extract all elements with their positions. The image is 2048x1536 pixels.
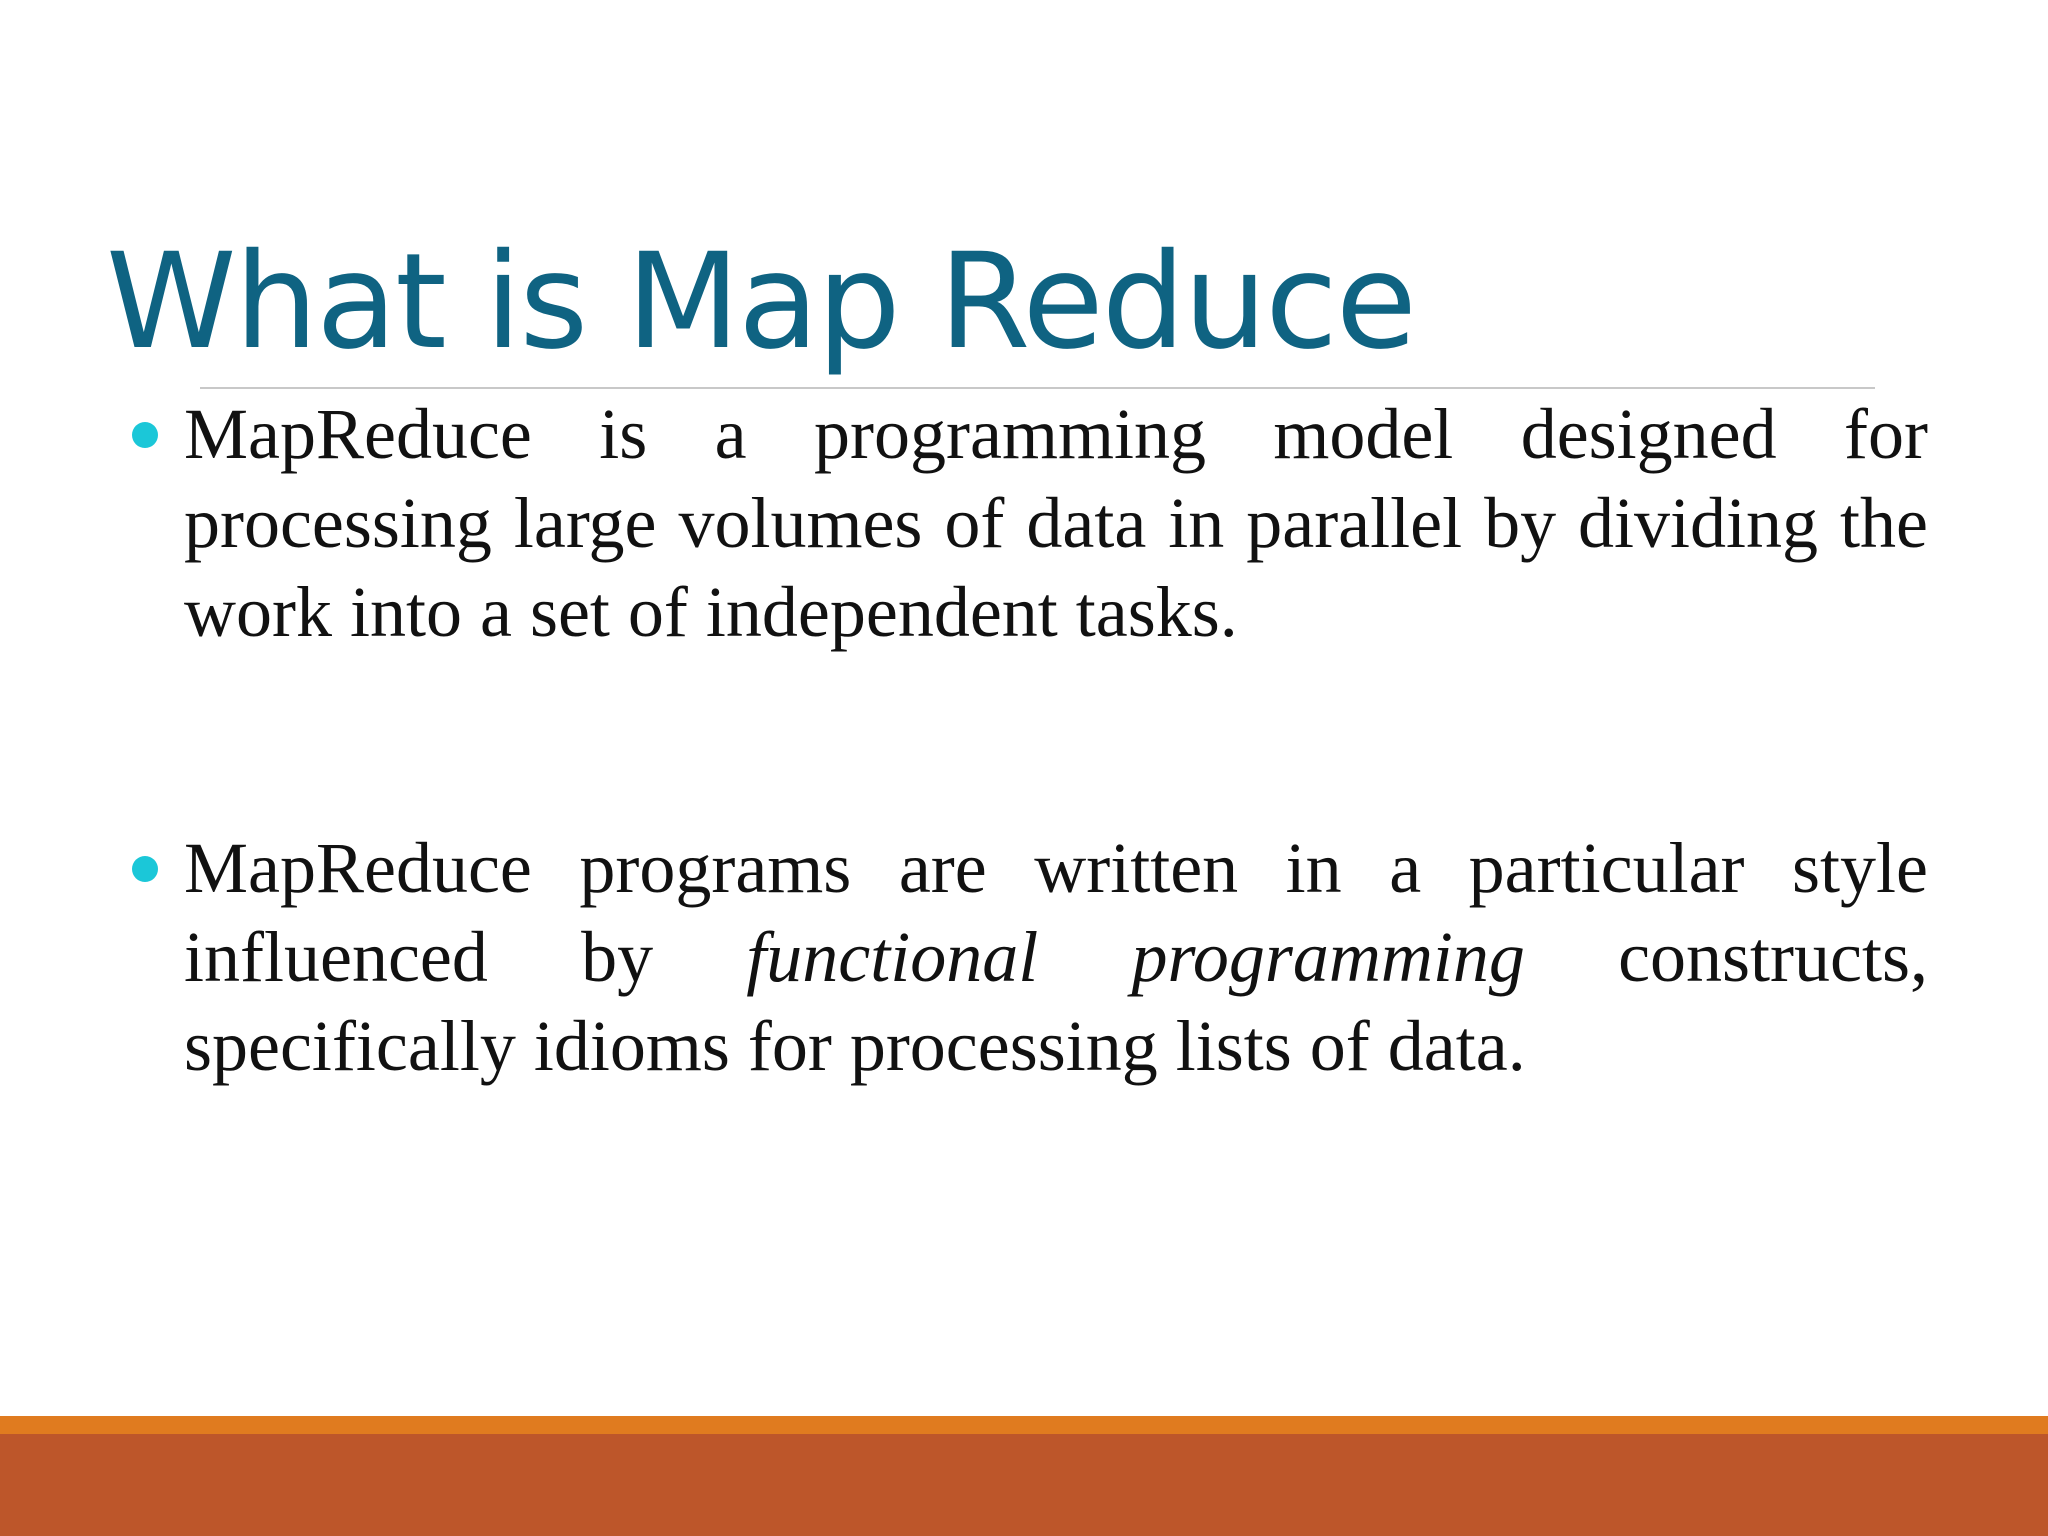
- bullet-text-1: MapReduce is a programming model designed for processing large volumes of data in parallel by dividing the work into a set of independent tasks.: [184, 394, 1928, 652]
- slide-title: What is Map Reduce: [106, 225, 1415, 379]
- footer-accent-stripe: [0, 1416, 2048, 1434]
- title-divider: [200, 387, 1875, 389]
- bullet-item-1: [184, 390, 1928, 657]
- bullet-text-2-after: constructs, specifically idioms for processing lists of data.: [184, 917, 1929, 1086]
- bullet-item-2: [184, 824, 1928, 1091]
- bullet-dot-icon: [132, 856, 158, 882]
- bullet-text-2-before: MapReduce programs are written in a particular style influenced by: [184, 828, 1928, 997]
- footer-band: [0, 1434, 2048, 1536]
- bullet-text-2: [184, 828, 1928, 1086]
- bullet-text-2-italic: functional programming: [746, 917, 1525, 997]
- bullet-dot-icon: [132, 422, 158, 448]
